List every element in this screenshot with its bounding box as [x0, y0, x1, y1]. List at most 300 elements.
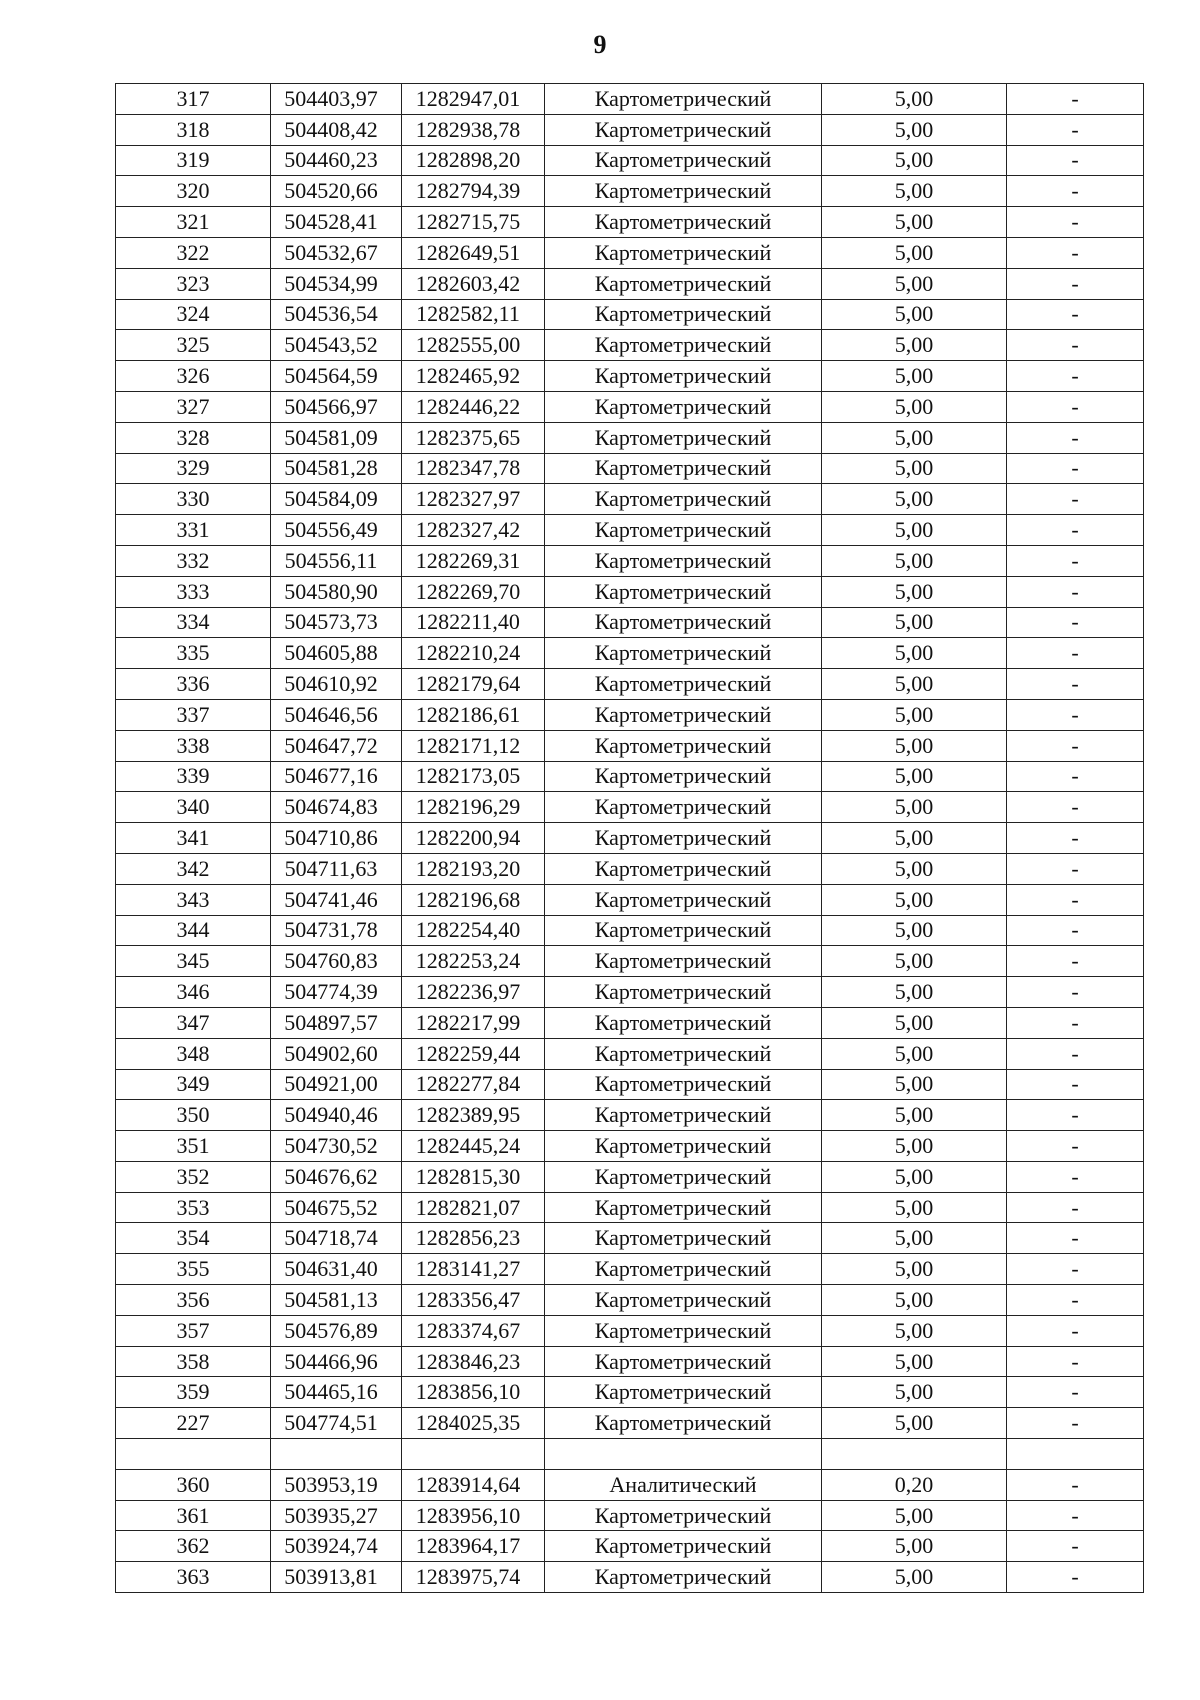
cell-y-coordinate: 1282253,24 — [402, 946, 545, 977]
cell-note: - — [1007, 1131, 1144, 1162]
cell-x-coordinate: 504774,51 — [271, 1408, 402, 1439]
table-row — [116, 114, 1144, 145]
cell-y-coordinate: 1282821,07 — [402, 1192, 545, 1223]
table-row — [116, 1377, 1144, 1408]
table-row — [116, 884, 1144, 915]
cell-point-number: 350 — [116, 1100, 271, 1131]
cell-y-coordinate: 1282196,29 — [402, 792, 545, 823]
cell-accuracy: 5,00 — [822, 176, 1007, 207]
cell-accuracy: 5,00 — [822, 946, 1007, 977]
cell-x-coordinate: 504536,54 — [271, 299, 402, 330]
cell-point-number: 352 — [116, 1161, 271, 1192]
cell-x-coordinate: 504466,96 — [271, 1346, 402, 1377]
cell-point-number: 363 — [116, 1562, 271, 1593]
cell-x-coordinate: 504520,66 — [271, 176, 402, 207]
cell-point-number: 319 — [116, 145, 271, 176]
table-row — [116, 1131, 1144, 1162]
cell-point-number: 346 — [116, 977, 271, 1008]
cell-method: Картометрический — [545, 361, 822, 392]
cell-x-coordinate: 503924,74 — [271, 1531, 402, 1562]
table-row — [116, 1161, 1144, 1192]
cell-method: Картометрический — [545, 422, 822, 453]
table-row — [116, 1069, 1144, 1100]
cell-note: - — [1007, 977, 1144, 1008]
cell-y-coordinate: 1282938,78 — [402, 114, 545, 145]
table-row — [116, 237, 1144, 268]
table-row — [116, 545, 1144, 576]
cell-note: - — [1007, 484, 1144, 515]
cell-y-coordinate: 1282259,44 — [402, 1038, 545, 1069]
cell-y-coordinate: 1283975,74 — [402, 1562, 545, 1593]
cell-method: Картометрический — [545, 1223, 822, 1254]
cell-accuracy: 5,00 — [822, 84, 1007, 115]
cell-y-coordinate: 1282794,39 — [402, 176, 545, 207]
cell-method: Картометрический — [545, 884, 822, 915]
cell-method — [545, 1439, 822, 1470]
cell-note: - — [1007, 1408, 1144, 1439]
cell-y-coordinate: 1282327,97 — [402, 484, 545, 515]
table-row — [116, 730, 1144, 761]
cell-accuracy: 5,00 — [822, 915, 1007, 946]
cell-x-coordinate: 504465,16 — [271, 1377, 402, 1408]
page-number: 9 — [593, 30, 607, 59]
cell-note: - — [1007, 515, 1144, 546]
cell-x-coordinate: 503935,27 — [271, 1500, 402, 1531]
table-row — [116, 1469, 1144, 1500]
cell-y-coordinate: 1283374,67 — [402, 1315, 545, 1346]
cell-accuracy: 5,00 — [822, 1223, 1007, 1254]
table-row — [116, 1192, 1144, 1223]
cell-point-number: 227 — [116, 1408, 271, 1439]
cell-x-coordinate: 504774,39 — [271, 977, 402, 1008]
table-row — [116, 1346, 1144, 1377]
cell-y-coordinate: 1282555,00 — [402, 330, 545, 361]
cell-accuracy — [822, 1439, 1007, 1470]
cell-x-coordinate: 504576,89 — [271, 1315, 402, 1346]
cell-x-coordinate: 504730,52 — [271, 1131, 402, 1162]
cell-y-coordinate: 1282446,22 — [402, 391, 545, 422]
cell-y-coordinate: 1282277,84 — [402, 1069, 545, 1100]
cell-accuracy: 5,00 — [822, 761, 1007, 792]
cell-point-number: 343 — [116, 884, 271, 915]
table-row — [116, 361, 1144, 392]
cell-method: Картометрический — [545, 1038, 822, 1069]
cell-note: - — [1007, 1562, 1144, 1593]
cell-point-number: 330 — [116, 484, 271, 515]
cell-x-coordinate: 504675,52 — [271, 1192, 402, 1223]
cell-x-coordinate: 504556,49 — [271, 515, 402, 546]
cell-y-coordinate: 1283964,17 — [402, 1531, 545, 1562]
cell-note: - — [1007, 1377, 1144, 1408]
cell-point-number: 354 — [116, 1223, 271, 1254]
table-row — [116, 1254, 1144, 1285]
cell-x-coordinate: 504605,88 — [271, 638, 402, 669]
cell-method: Картометрический — [545, 207, 822, 238]
cell-y-coordinate: 1282947,01 — [402, 84, 545, 115]
cell-y-coordinate: 1282603,42 — [402, 268, 545, 299]
cell-accuracy: 5,00 — [822, 576, 1007, 607]
cell-method: Картометрический — [545, 1531, 822, 1562]
cell-x-coordinate: 504543,52 — [271, 330, 402, 361]
cell-method: Картометрический — [545, 268, 822, 299]
cell-method: Картометрический — [545, 176, 822, 207]
cell-note: - — [1007, 453, 1144, 484]
cell-x-coordinate: 504731,78 — [271, 915, 402, 946]
cell-point-number: 361 — [116, 1500, 271, 1531]
cell-x-coordinate: 504408,42 — [271, 114, 402, 145]
cell-y-coordinate: 1283956,10 — [402, 1500, 545, 1531]
cell-method: Картометрический — [545, 545, 822, 576]
cell-point-number: 323 — [116, 268, 271, 299]
cell-y-coordinate: 1282269,31 — [402, 545, 545, 576]
cell-accuracy: 5,00 — [822, 1038, 1007, 1069]
table-row — [116, 1500, 1144, 1531]
cell-point-number: 321 — [116, 207, 271, 238]
cell-x-coordinate: 504581,28 — [271, 453, 402, 484]
table-row — [116, 576, 1144, 607]
cell-y-coordinate: 1282193,20 — [402, 853, 545, 884]
cell-accuracy: 5,00 — [822, 669, 1007, 700]
cell-note: - — [1007, 545, 1144, 576]
cell-x-coordinate: 504556,11 — [271, 545, 402, 576]
cell-y-coordinate: 1282179,64 — [402, 669, 545, 700]
cell-method: Картометрический — [545, 1408, 822, 1439]
cell-y-coordinate: 1283856,10 — [402, 1377, 545, 1408]
cell-method: Картометрический — [545, 730, 822, 761]
cell-note: - — [1007, 145, 1144, 176]
cell-point-number: 318 — [116, 114, 271, 145]
cell-x-coordinate: 504897,57 — [271, 1007, 402, 1038]
cell-x-coordinate: 504581,09 — [271, 422, 402, 453]
cell-y-coordinate: 1282217,99 — [402, 1007, 545, 1038]
cell-note: - — [1007, 268, 1144, 299]
cell-note: - — [1007, 638, 1144, 669]
table-row — [116, 268, 1144, 299]
cell-note: - — [1007, 1531, 1144, 1562]
cell-method: Картометрический — [545, 515, 822, 546]
cell-y-coordinate: 1282898,20 — [402, 145, 545, 176]
cell-accuracy: 5,00 — [822, 545, 1007, 576]
cell-method: Картометрический — [545, 453, 822, 484]
cell-accuracy: 5,00 — [822, 1315, 1007, 1346]
cell-accuracy: 5,00 — [822, 1285, 1007, 1316]
cell-x-coordinate: 504718,74 — [271, 1223, 402, 1254]
cell-method: Картометрический — [545, 1192, 822, 1223]
cell-method: Аналитический — [545, 1469, 822, 1500]
cell-accuracy: 5,00 — [822, 268, 1007, 299]
cell-method: Картометрический — [545, 792, 822, 823]
cell-accuracy: 5,00 — [822, 299, 1007, 330]
cell-point-number: 336 — [116, 669, 271, 700]
cell-accuracy: 5,00 — [822, 792, 1007, 823]
cell-accuracy: 5,00 — [822, 515, 1007, 546]
cell-point-number: 362 — [116, 1531, 271, 1562]
table-row — [116, 207, 1144, 238]
cell-point-number: 335 — [116, 638, 271, 669]
cell-point-number: 334 — [116, 607, 271, 638]
cell-accuracy: 5,00 — [822, 1192, 1007, 1223]
cell-note: - — [1007, 176, 1144, 207]
cell-method: Картометрический — [545, 299, 822, 330]
cell-y-coordinate: 1282254,40 — [402, 915, 545, 946]
cell-accuracy: 5,00 — [822, 237, 1007, 268]
cell-method: Картометрический — [545, 669, 822, 700]
cell-point-number: 351 — [116, 1131, 271, 1162]
cell-y-coordinate: 1282465,92 — [402, 361, 545, 392]
cell-x-coordinate: 504711,63 — [271, 853, 402, 884]
cell-accuracy: 5,00 — [822, 1377, 1007, 1408]
cell-note: - — [1007, 1038, 1144, 1069]
cell-method: Картометрический — [545, 576, 822, 607]
cell-accuracy: 5,00 — [822, 391, 1007, 422]
table-row — [116, 453, 1144, 484]
cell-method: Картометрический — [545, 915, 822, 946]
cell-method: Картометрический — [545, 1131, 822, 1162]
table-row — [116, 853, 1144, 884]
cell-method: Картометрический — [545, 1254, 822, 1285]
cell-point-number: 326 — [116, 361, 271, 392]
cell-accuracy: 5,00 — [822, 1007, 1007, 1038]
cell-x-coordinate: 503953,19 — [271, 1469, 402, 1500]
table-row — [116, 1038, 1144, 1069]
cell-y-coordinate: 1282375,65 — [402, 422, 545, 453]
cell-method: Картометрический — [545, 1285, 822, 1316]
table-row — [116, 792, 1144, 823]
table-row — [116, 699, 1144, 730]
cell-note: - — [1007, 669, 1144, 700]
cell-note: - — [1007, 1007, 1144, 1038]
cell-accuracy: 5,00 — [822, 607, 1007, 638]
cell-x-coordinate: 504584,09 — [271, 484, 402, 515]
cell-x-coordinate: 504403,97 — [271, 84, 402, 115]
table-row — [116, 1223, 1144, 1254]
cell-note: - — [1007, 1100, 1144, 1131]
cell-x-coordinate: 504534,99 — [271, 268, 402, 299]
cell-accuracy: 5,00 — [822, 977, 1007, 1008]
cell-accuracy: 5,00 — [822, 730, 1007, 761]
cell-point-number: 356 — [116, 1285, 271, 1316]
table-row — [116, 84, 1144, 115]
table-row — [116, 1100, 1144, 1131]
cell-note: - — [1007, 915, 1144, 946]
cell-method: Картометрический — [545, 761, 822, 792]
cell-note: - — [1007, 422, 1144, 453]
cell-note: - — [1007, 792, 1144, 823]
cell-note: - — [1007, 761, 1144, 792]
table-row — [116, 638, 1144, 669]
cell-note: - — [1007, 207, 1144, 238]
cell-method: Картометрический — [545, 607, 822, 638]
cell-accuracy: 5,00 — [822, 1531, 1007, 1562]
cell-note: - — [1007, 1469, 1144, 1500]
cell-method: Картометрический — [545, 1100, 822, 1131]
cell-point-number: 329 — [116, 453, 271, 484]
cell-accuracy: 5,00 — [822, 884, 1007, 915]
cell-accuracy: 5,00 — [822, 422, 1007, 453]
cell-y-coordinate: 1282347,78 — [402, 453, 545, 484]
cell-point-number: 360 — [116, 1469, 271, 1500]
cell-accuracy: 5,00 — [822, 853, 1007, 884]
cell-x-coordinate: 504760,83 — [271, 946, 402, 977]
cell-note: - — [1007, 884, 1144, 915]
cell-y-coordinate: 1282173,05 — [402, 761, 545, 792]
cell-x-coordinate: 504573,73 — [271, 607, 402, 638]
cell-x-coordinate: 504566,97 — [271, 391, 402, 422]
cell-x-coordinate: 504460,23 — [271, 145, 402, 176]
table-row — [116, 391, 1144, 422]
cell-note: - — [1007, 1500, 1144, 1531]
table-row — [116, 299, 1144, 330]
cell-note: - — [1007, 576, 1144, 607]
cell-accuracy: 5,00 — [822, 1346, 1007, 1377]
cell-method: Картометрический — [545, 1007, 822, 1038]
cell-point-number: 339 — [116, 761, 271, 792]
cell-point-number: 357 — [116, 1315, 271, 1346]
table-row — [116, 761, 1144, 792]
cell-point-number: 348 — [116, 1038, 271, 1069]
cell-y-coordinate: 1282582,11 — [402, 299, 545, 330]
cell-note: - — [1007, 84, 1144, 115]
cell-accuracy: 5,00 — [822, 145, 1007, 176]
cell-x-coordinate: 504677,16 — [271, 761, 402, 792]
cell-method: Картометрический — [545, 1562, 822, 1593]
cell-y-coordinate: 1282815,30 — [402, 1161, 545, 1192]
cell-point-number: 327 — [116, 391, 271, 422]
cell-accuracy: 5,00 — [822, 1131, 1007, 1162]
cell-method: Картометрический — [545, 977, 822, 1008]
cell-point-number: 353 — [116, 1192, 271, 1223]
table-row — [116, 330, 1144, 361]
cell-x-coordinate: 504647,72 — [271, 730, 402, 761]
cell-method: Картометрический — [545, 946, 822, 977]
cell-x-coordinate: 504676,62 — [271, 1161, 402, 1192]
cell-y-coordinate: 1282649,51 — [402, 237, 545, 268]
cell-y-coordinate: 1282269,70 — [402, 576, 545, 607]
cell-x-coordinate: 504646,56 — [271, 699, 402, 730]
cell-method: Картометрический — [545, 638, 822, 669]
cell-method: Картометрический — [545, 1069, 822, 1100]
cell-point-number: 320 — [116, 176, 271, 207]
cell-method: Картометрический — [545, 114, 822, 145]
cell-method: Картометрический — [545, 1346, 822, 1377]
cell-accuracy: 5,00 — [822, 114, 1007, 145]
cell-note: - — [1007, 1254, 1144, 1285]
table-row — [116, 915, 1144, 946]
table-row — [116, 1531, 1144, 1562]
cell-note: - — [1007, 607, 1144, 638]
cell-note: - — [1007, 1161, 1144, 1192]
cell-method: Картометрический — [545, 1315, 822, 1346]
cell-note: - — [1007, 1223, 1144, 1254]
cell-accuracy: 5,00 — [822, 1408, 1007, 1439]
cell-point-number — [116, 1439, 271, 1470]
cell-y-coordinate: 1282171,12 — [402, 730, 545, 761]
cell-note: - — [1007, 391, 1144, 422]
cell-point-number: 324 — [116, 299, 271, 330]
cell-accuracy: 5,00 — [822, 638, 1007, 669]
table-row — [116, 1285, 1144, 1316]
cell-note: - — [1007, 730, 1144, 761]
cell-point-number: 328 — [116, 422, 271, 453]
cell-point-number: 345 — [116, 946, 271, 977]
cell-accuracy: 5,00 — [822, 1562, 1007, 1593]
cell-point-number: 332 — [116, 545, 271, 576]
table-row — [116, 484, 1144, 515]
cell-accuracy: 5,00 — [822, 1254, 1007, 1285]
cell-x-coordinate: 504580,90 — [271, 576, 402, 607]
cell-x-coordinate: 504902,60 — [271, 1038, 402, 1069]
cell-note: - — [1007, 823, 1144, 854]
cell-point-number: 355 — [116, 1254, 271, 1285]
cell-note — [1007, 1439, 1144, 1470]
cell-y-coordinate: 1282210,24 — [402, 638, 545, 669]
table-row — [116, 607, 1144, 638]
cell-y-coordinate: 1282856,23 — [402, 1223, 545, 1254]
cell-accuracy: 5,00 — [822, 207, 1007, 238]
cell-y-coordinate: 1282236,97 — [402, 977, 545, 1008]
cell-point-number: 341 — [116, 823, 271, 854]
cell-accuracy: 5,00 — [822, 699, 1007, 730]
table-row — [116, 422, 1144, 453]
cell-y-coordinate: 1282196,68 — [402, 884, 545, 915]
cell-method: Картометрический — [545, 145, 822, 176]
cell-accuracy: 5,00 — [822, 1161, 1007, 1192]
cell-point-number: 344 — [116, 915, 271, 946]
cell-note: - — [1007, 946, 1144, 977]
cell-note: - — [1007, 330, 1144, 361]
cell-x-coordinate: 504741,46 — [271, 884, 402, 915]
cell-point-number: 342 — [116, 853, 271, 884]
cell-method: Картометрический — [545, 84, 822, 115]
cell-y-coordinate: 1283914,64 — [402, 1469, 545, 1500]
cell-method: Картометрический — [545, 853, 822, 884]
cell-x-coordinate — [271, 1439, 402, 1470]
table-row — [116, 823, 1144, 854]
cell-method: Картометрический — [545, 237, 822, 268]
cell-note: - — [1007, 699, 1144, 730]
table-row — [116, 946, 1144, 977]
cell-y-coordinate: 1283141,27 — [402, 1254, 545, 1285]
cell-note: - — [1007, 361, 1144, 392]
coordinates-table — [115, 83, 1144, 1593]
cell-x-coordinate: 504528,41 — [271, 207, 402, 238]
cell-y-coordinate: 1282200,94 — [402, 823, 545, 854]
table-row — [116, 515, 1144, 546]
cell-note: - — [1007, 299, 1144, 330]
cell-accuracy: 5,00 — [822, 484, 1007, 515]
cell-note: - — [1007, 1285, 1144, 1316]
cell-point-number: 331 — [116, 515, 271, 546]
cell-accuracy: 5,00 — [822, 453, 1007, 484]
cell-accuracy: 5,00 — [822, 361, 1007, 392]
cell-method: Картометрический — [545, 391, 822, 422]
cell-accuracy: 5,00 — [822, 1500, 1007, 1531]
cell-method: Картометрический — [545, 1377, 822, 1408]
cell-y-coordinate — [402, 1439, 545, 1470]
cell-x-coordinate: 504674,83 — [271, 792, 402, 823]
cell-point-number: 325 — [116, 330, 271, 361]
cell-y-coordinate: 1283846,23 — [402, 1346, 545, 1377]
cell-note: - — [1007, 237, 1144, 268]
cell-method: Картометрический — [545, 823, 822, 854]
cell-point-number: 322 — [116, 237, 271, 268]
cell-y-coordinate: 1283356,47 — [402, 1285, 545, 1316]
cell-point-number: 333 — [116, 576, 271, 607]
cell-note: - — [1007, 1315, 1144, 1346]
cell-y-coordinate: 1282445,24 — [402, 1131, 545, 1162]
cell-point-number: 359 — [116, 1377, 271, 1408]
cell-method: Картометрический — [545, 1500, 822, 1531]
